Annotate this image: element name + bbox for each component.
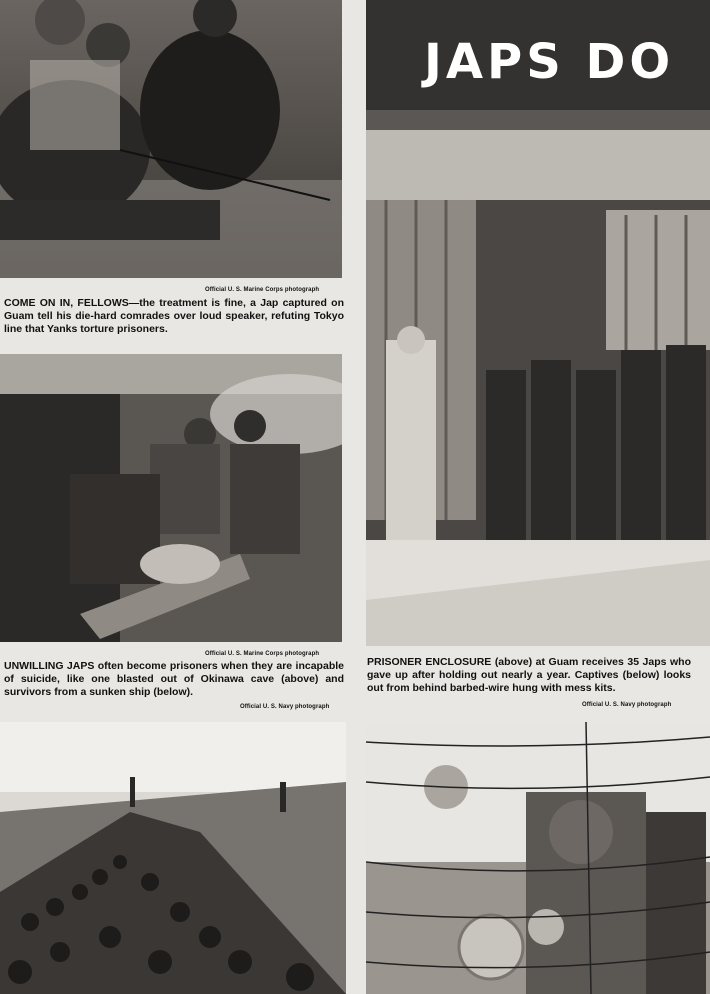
- photo-credit: Official U. S. Marine Corps photograph: [205, 651, 320, 657]
- caption-unwilling-japs: [4, 660, 344, 700]
- photo-credit: Official U. S. Marine Corps photograph: [205, 287, 320, 293]
- gutter-divider: [346, 0, 366, 994]
- caption-lead: COME ON IN, FELLOWS: [4, 297, 129, 309]
- caption-lead: PRISONER ENCLOSURE: [367, 656, 492, 668]
- caption-come-on-in: [4, 297, 344, 337]
- caption-text: —the treatment is fine, a Jap captured on Guam tell his die-hard comrades over loud speaker, refuting Tokyo line that Yanks torture prisoners.: [4, 297, 344, 336]
- caption-text: often become prisoners when they are incapable of suicide, like one blasted out of Okinawa cave (above) and survivors from a sunken ship (below).: [4, 660, 344, 699]
- caption-text: (above) at Guam receives 35 Japs who gave up after holding out nearly a year. Captives (below) looks out from behind barbed-wire hung with mess kits.: [367, 656, 691, 695]
- page-title: JAPS DO: [424, 34, 675, 90]
- caption-lead: UNWILLING JAPS: [4, 660, 95, 672]
- photo-okinawa-stretcher: [0, 354, 342, 642]
- photo-credit: Official U. S. Navy photograph: [240, 704, 330, 710]
- photo-ship-deck-prisoners: [0, 722, 346, 994]
- caption-prisoner-enclosure: [367, 656, 691, 696]
- photo-loudspeaker-marines: [0, 0, 342, 278]
- photo-barbed-wire-captive: [366, 722, 710, 994]
- photo-prisoner-enclosure: [366, 0, 710, 646]
- photo-credit: Official U. S. Navy photograph: [582, 702, 672, 708]
